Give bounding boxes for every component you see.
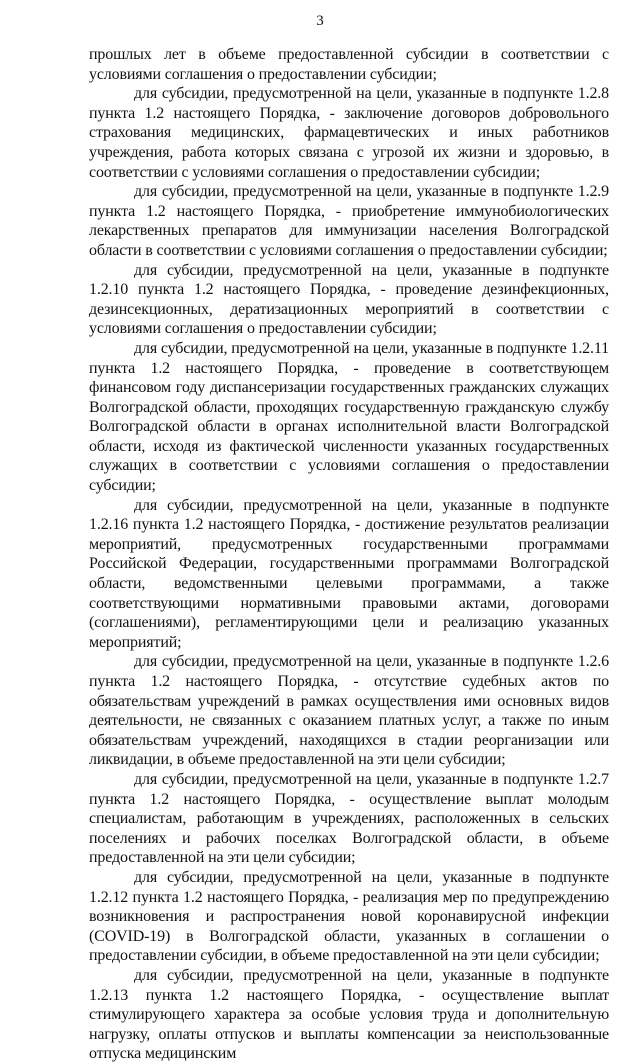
- paragraph: для субсидии, предусмотренной на цели, указанные в подпункте 1.2.10 пункта 1.2 настоящего Порядка, - проведение дезинфекционных, дезинсекционных, дератизационных мероприятий в соответствии с условиями соглашения о предоставлении субсидии;: [89, 261, 609, 338]
- paragraph: для субсидии, предусмотренной на цели, указанные в подпункте 1.2.7 пункта 1.2 настоящего Порядка, - осуществление выплат молодым специалистам, работающим в учреждениях, расположенных в сельских поселениях и рабочих поселках Волгоградской области, в объеме предоставленной на эти цели субсидии;: [89, 770, 609, 867]
- paragraph: для субсидии, предусмотренной на цели, указанные в подпункте 1.2.13 пункта 1.2 настоящего Порядка, - осуществление выплат стимулирующего характера за особые условия труда и дополнительную нагрузку, оплаты отпусков и выплаты компенсации за неиспользованные отпуска медицинским: [89, 966, 609, 1063]
- page-number: 3: [316, 13, 324, 29]
- paragraph: для субсидии, предусмотренной на цели, указанные в подпункте 1.2.16 пункта 1.2 настоящего Порядка, - достижение результатов реализации мероприятий, предусмотренных государственными программами Российской Федерации, государственными программами Волгоградской области, ведомственными целевыми программами, а также соответствующими нормативными правовыми актами, договорами (соглашениями), регламентирующими цели и реализацию указанных мероприятий;: [89, 496, 609, 651]
- document-body: [89, 45, 609, 1064]
- paragraph: для субсидии, предусмотренной на цели, указанные в подпункте 1.2.9 пункта 1.2 настоящего Порядка, - приобретение иммунобиологических лекарственных препаратов для иммунизации населения Волгоградской области в соответствии с условиями соглашения о предоставлении субсидии;: [89, 183, 609, 259]
- paragraph: для субсидии, предусмотренной на цели, указанные в подпункте 1.2.12 пункта 1.2 настоящего Порядка, - реализация мер по предупреждению возникновения и распространения новой коронавирусной инфекции (COVID-19) в Волгоградской области, указанных в соглашении о предоставлении субсидии, в объеме предоставленной на эти цели субсидии;: [89, 868, 609, 965]
- paragraph: для субсидии, предусмотренной на цели, указанные в подпункте 1.2.8 пункта 1.2 настоящего Порядка, - заключение договоров добровольного страхования медицинских, фармацевтических и иных работников учреждения, работа которых связана с угрозой их жизни и здоровью, в соответствии с условиями соглашения о предоставлении субсидии;: [89, 85, 609, 181]
- paragraph: для субсидии, предусмотренной на цели, указанные в подпункте 1.2.6 пункта 1.2 настоящего Порядка, - отсутствие судебных актов по обязательствам учреждений в рамках осуществления ими основных видов деятельности, не связанных с оказанием платных услуг, а также по иным обязательствам учреждений, находящихся в стадии реорганизации или ликвидации, в объеме предоставленной на эти цели субсидии;: [89, 653, 609, 769]
- paragraph-continuation: прошлых лет в объеме предоставленной субсидии в соответствии с условиями соглашения о предоставлении субсидии;: [89, 46, 609, 83]
- paragraph: для субсидии, предусмотренной на цели, указанные в подпункте 1.2.11 пункта 1.2 настоящего Порядка, - проведение в соответствующем финансовом году диспансеризации государственных гражданских служащих Волгоградской области, проходящих государственную гражданскую службу Волгоградской области в органах исполнительной власти Волгоградской области, исходя из фактической численности указанных государственных служащих в соответствии с условиями соглашения о предоставлении субсидии;: [89, 339, 609, 495]
